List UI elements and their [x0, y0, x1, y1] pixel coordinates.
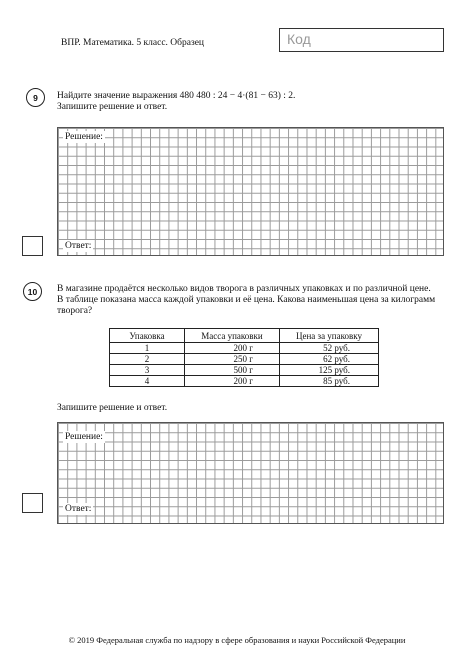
- task-10-number: 10: [23, 282, 42, 301]
- task-10-statement: [57, 284, 435, 317]
- task-9-expression: Найдите значение выражения 480 480 : 24 − 4·(81 − 63) : 2.: [57, 91, 296, 101]
- table-cell-price: 85 руб.: [280, 376, 379, 387]
- task-10-solution-label: Решение:: [65, 432, 103, 442]
- table-cell-package: 1: [110, 343, 185, 354]
- copyright-footer: © 2019 Федеральная служба по надзору в сфере образования и науки Российской Федерации: [68, 635, 406, 645]
- task-9-instruction: Запишите решение и ответ.: [57, 102, 168, 112]
- table-header-cell: Цена за упаковку: [280, 329, 379, 343]
- task-9-solution-label: Решение:: [65, 132, 103, 142]
- table-cell-package: 2: [110, 354, 185, 365]
- task-9-solution-grid[interactable]: [57, 127, 444, 256]
- table-header-cell: Упаковка: [110, 329, 185, 343]
- table-cell-mass: 200 г: [185, 376, 280, 387]
- table-cell-price: 62 руб.: [280, 354, 379, 365]
- task-10-solution-grid[interactable]: [57, 422, 444, 524]
- table-cell-price: 52 руб.: [280, 343, 379, 354]
- table-cell-price: 125 руб.: [280, 365, 379, 376]
- task-10-answer-label: Ответ:: [65, 504, 92, 514]
- table-cell-package: 3: [110, 365, 185, 376]
- table-cell-mass: 500 г: [185, 365, 280, 376]
- code-field[interactable]: [279, 28, 444, 52]
- table-header-cell: Масса упаковки: [185, 329, 280, 343]
- table-row: [110, 365, 379, 376]
- table-header-row: [110, 329, 379, 343]
- task-9-statement: [57, 91, 295, 113]
- task-10-text-line-3: творога?: [57, 306, 93, 316]
- task-10-text-line-1: В магазине продаётся несколько видов творога в различных упаковках и по различной цене.: [57, 284, 431, 294]
- cottage-cheese-price-table: [109, 328, 379, 387]
- document-header-title: ВПР. Математика. 5 класс. Образец: [61, 38, 205, 48]
- table-row: [110, 343, 379, 354]
- task-9-number: 9: [26, 88, 45, 107]
- table-row: [110, 354, 379, 365]
- task-9-score-box[interactable]: [22, 236, 43, 256]
- table-cell-mass: 250 г: [185, 354, 280, 365]
- task-10-text-line-2: В таблице показана масса каждой упаковки и её цена. Какова наименьшая цена за килограмм: [57, 295, 436, 305]
- table-cell-package: 4: [110, 376, 185, 387]
- task-10-instruction: Запишите решение и ответ.: [57, 403, 168, 413]
- table-cell-mass: 200 г: [185, 343, 280, 354]
- task-9-answer-label: Ответ:: [65, 241, 92, 251]
- table-row: [110, 376, 379, 387]
- code-label: Код: [287, 31, 311, 47]
- task-10-score-box[interactable]: [22, 493, 43, 513]
